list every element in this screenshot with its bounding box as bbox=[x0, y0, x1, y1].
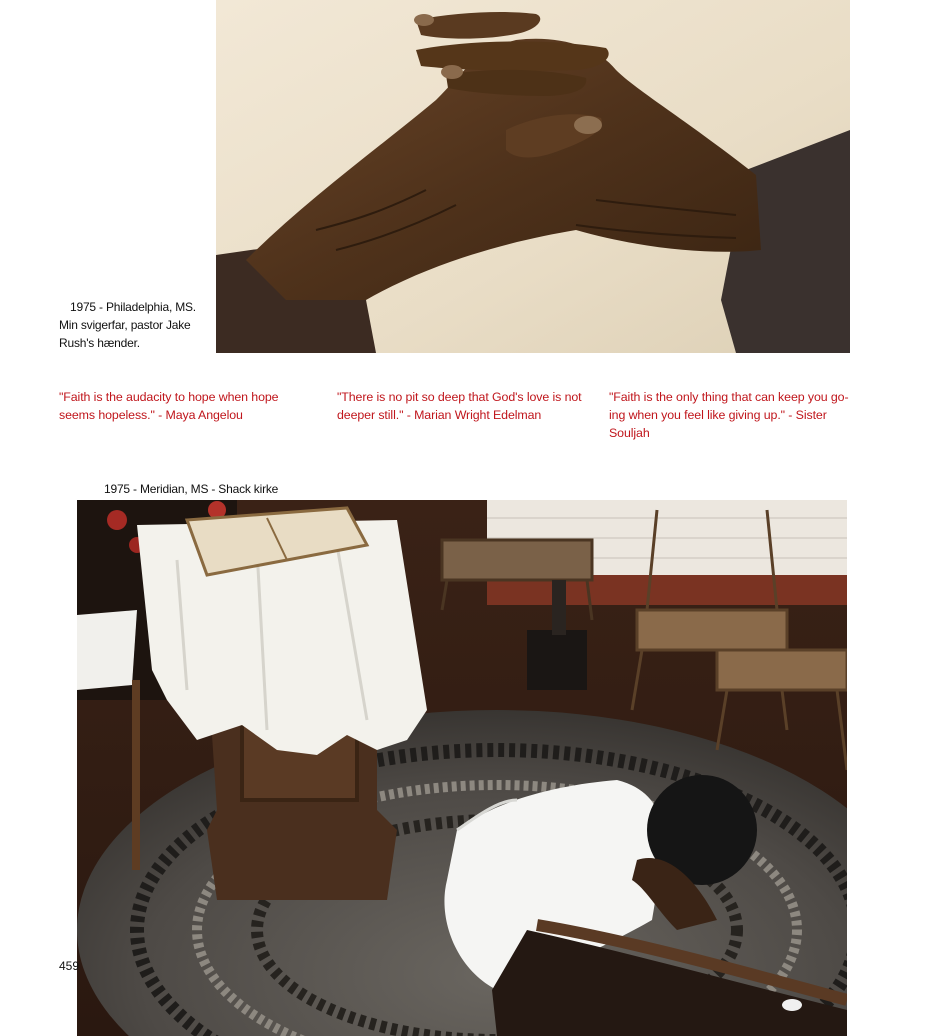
church-photo-caption: 1975 - Meridian, MS - Shack kirke bbox=[104, 482, 279, 496]
hands-photo-image bbox=[216, 0, 850, 353]
hands-caption-line2: Min svigerfar, pastor Jake Rush's hænder. bbox=[59, 318, 191, 350]
quote-maya-angelou: "Faith is the audacity to hope when hope seems hopeless." - Maya Angelou bbox=[59, 390, 279, 422]
church-photo bbox=[77, 500, 847, 1036]
hands-caption-line1: 1975 - Philadelphia, MS. bbox=[70, 300, 196, 314]
hands-photo-caption bbox=[59, 298, 209, 352]
quote-marian-wright-edelman: "There is no pit so deep that God's love is not deeper still." - Marian Wright Edelman bbox=[337, 390, 582, 422]
hands-photo bbox=[216, 0, 850, 353]
quote-sister-souljah: "Faith is the only thing that can keep you go-ing when you feel like giving up." - Sister Souljah bbox=[609, 390, 849, 440]
church-photo-image bbox=[77, 500, 847, 1036]
page-number: 459 bbox=[59, 959, 80, 973]
